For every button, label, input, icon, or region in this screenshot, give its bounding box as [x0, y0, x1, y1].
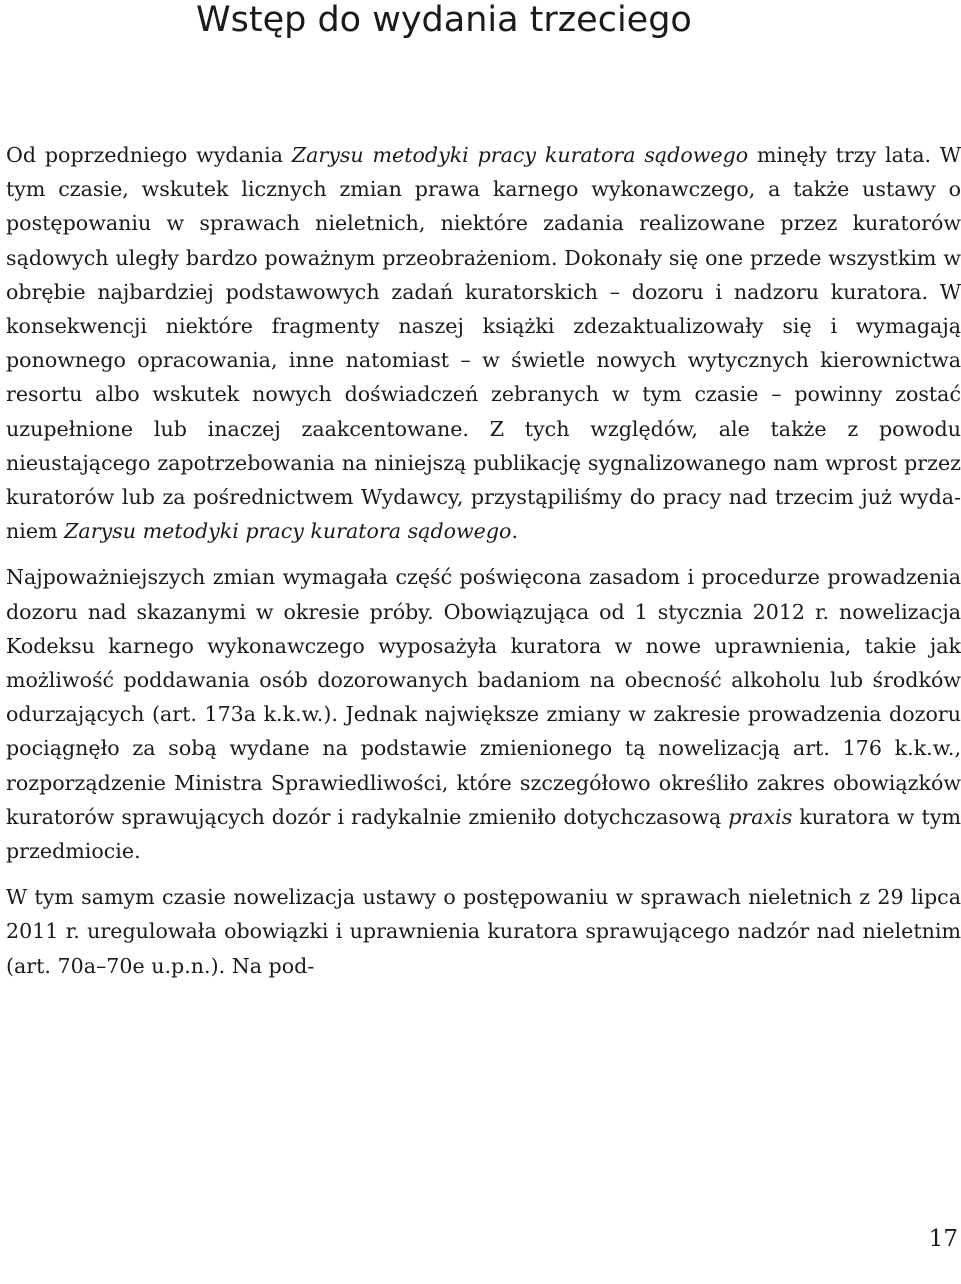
chapter-title: Wstęp do wydania trzeciego: [196, 0, 692, 40]
paragraph-1: [6, 138, 961, 548]
paragraph-1-segment-3: minęły trzy lata. W tym czasie, wskutek licznych zmian prawa karnego wykonawczego, a także ustawy o postępowaniu w sprawach nieletnich, niektóre zadania realizowane przez kuratorów sądowych uległy bardzo poważnym przeobrażeniom. Dokonały się one przede wszystkim w obrębie najbardziej podstawowych zadań kuratorskich – dozoru i nadzoru kuratora. W konsekwencji niektóre fragmenty naszej książki zdezaktualizowały się i wymagają ponownego opracowania, inne natomiast – w świetle nowych wytycznych kierownictwa resortu albo wskutek nowych doświadczeń zebranych w tym czasie – powinny zostać uzupełnione lub inaczej zaakcentowane. Z tych względów, ale także z powodu nieustającego zapotrzebowania na niniejszą publikację sygnalizowanego nam wprost przez kuratorów lub za pośrednictwem Wydawcy, przystąpiliśmy do pracy nad trzecim już wydaniem: [6, 143, 961, 544]
paragraph-2: [6, 560, 961, 868]
book-title-italic: Zarysu metodyki pracy kuratora sądowego: [64, 519, 512, 544]
book-title-italic: Zarysu metodyki pracy kuratora sądowego: [291, 143, 749, 167]
page-number: 17: [928, 1226, 958, 1252]
paragraph-2-segment-3: kuratora w tym przedmiocie.: [6, 804, 961, 864]
body-text: [6, 138, 961, 983]
paragraph-3-segment-1: W tym samym czasie nowelizacja ustawy o postępowaniu w sprawach nieletnich z 29 lipca 2011 r. uregulowała obowiązki i uprawnienia kuratora sprawującego nadzór nad nieletnim (art. 70a–70e u.p.n.). Na pod-: [6, 885, 961, 978]
paragraph-2-segment-1: Najpoważniejszych zmian wymagała część poświęcona zasadom i procedurze prowadzenia dozoru nad skazanymi w okresie próby. Obowiązująca od 1 stycznia 2012 r. nowelizacja Kodeksu karnego wykonawczego wyposażyła kuratora w nowe uprawnienia, takie jak możliwość poddawania osób dozorowanych badaniom na obecność alkoholu lub środków odurzających (art. 173a k.k.w.). Jednak największe zmiany w zakresie prowadzenia dozoru pociągnęło za sobą wydane na podstawie zmienionego tą nowelizacją art. 176 k.k.w., rozporządzenie Ministra Sprawiedliwości, które szczegółowo określiło zakres obowiązków kuratorów sprawujących dozór i radykalnie zmieniło dotychczasową: [6, 565, 961, 829]
paragraph-1-segment-5: .: [511, 519, 518, 544]
praxis-italic: praxis: [728, 804, 793, 829]
paragraph-1-segment-1: Od poprzedniego wydania: [6, 143, 292, 167]
paragraph-3: [6, 880, 961, 983]
